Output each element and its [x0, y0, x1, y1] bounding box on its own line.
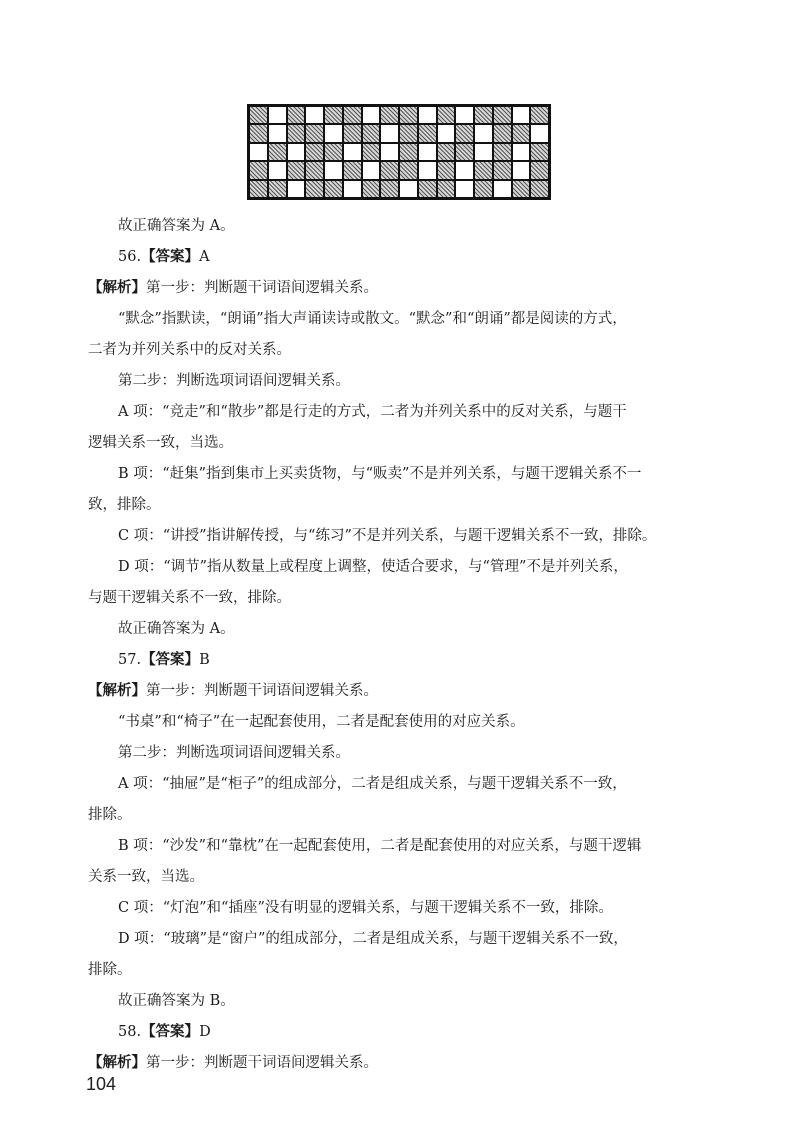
shaded-cell	[494, 162, 511, 178]
shaded-cell	[381, 181, 398, 197]
blank-cell	[381, 125, 398, 141]
text-line: 致，排除。	[88, 497, 161, 513]
shaded-cell	[306, 162, 323, 178]
checkerboard-figure	[247, 104, 551, 200]
text-line: 关系一致，当选。	[88, 869, 204, 885]
text-line: D 项：“玻璃”是“窗户”的组成部分，二者是组成关系，与题干逻辑关系不一致，	[118, 931, 628, 947]
blank-cell	[250, 144, 267, 160]
shaded-cell	[494, 125, 511, 141]
shaded-cell	[438, 181, 455, 197]
analysis-text: 第一步：判断题干词语间逻辑关系。	[146, 1055, 378, 1071]
shaded-cell	[419, 125, 436, 141]
text-line: 故正确答案为 A。	[118, 621, 235, 637]
text-line: A 项：“抽屉”是“柜子”的组成部分，二者是组成关系，与题干逻辑关系不一致，	[118, 776, 627, 792]
blank-cell	[269, 125, 286, 141]
text-line: A 项：“竞走”和“散步”都是行走的方式，二者为并列关系中的反对关系，与题干	[118, 404, 627, 420]
analysis-heading	[88, 1053, 718, 1073]
blank-cell	[513, 107, 530, 123]
analysis-label: 【解析】	[88, 1054, 146, 1071]
shaded-cell	[288, 125, 305, 141]
shaded-cell	[400, 162, 417, 178]
question-number: 58.	[118, 1024, 142, 1040]
shaded-cell	[344, 107, 361, 123]
text-line: 与题干逻辑关系不一致，排除。	[88, 590, 291, 606]
blank-cell	[363, 107, 380, 123]
shaded-cell	[531, 107, 548, 123]
shaded-cell	[400, 107, 417, 123]
answer-label: 【答案】	[141, 248, 200, 265]
answer-value: D	[199, 1024, 211, 1040]
blank-cell	[325, 125, 342, 141]
text-line: “书桌”和“椅子”在一起配套使用，二者是配套使用的对应关系。	[118, 714, 525, 730]
shaded-cell	[306, 144, 323, 160]
shaded-cell	[475, 107, 492, 123]
text-line: “默念”指默读，“朗诵”指大声诵读诗或散文。“默念”和“朗诵”都是阅读的方式，	[118, 311, 627, 327]
shaded-cell	[250, 162, 267, 178]
blank-cell	[419, 144, 436, 160]
blank-cell	[456, 107, 473, 123]
shaded-cell	[325, 144, 342, 160]
blank-cell	[288, 144, 305, 160]
blank-cell	[288, 181, 305, 197]
analysis-label: 【解析】	[88, 682, 146, 699]
text-line: B 项：“沙发”和“靠枕”在一起配套使用，二者是配套使用的对应关系，与题干逻辑	[118, 838, 642, 854]
blank-cell	[531, 125, 548, 141]
shaded-cell	[363, 181, 380, 197]
shaded-cell	[438, 107, 455, 123]
shaded-cell	[363, 144, 380, 160]
shaded-cell	[531, 144, 548, 160]
shaded-cell	[400, 125, 417, 141]
blank-cell	[513, 162, 530, 178]
answer-value: B	[199, 652, 210, 668]
shaded-cell	[381, 162, 398, 178]
analysis-heading	[88, 681, 718, 701]
shaded-cell	[531, 181, 548, 197]
answer-label: 【答案】	[141, 1023, 200, 1040]
blank-cell	[513, 144, 530, 160]
shaded-cell	[513, 181, 530, 197]
shaded-cell	[344, 162, 361, 178]
question-number: 56.	[118, 249, 142, 265]
text-line: 故正确答案为 A。	[118, 218, 235, 234]
blank-cell	[419, 107, 436, 123]
shaded-cell	[494, 144, 511, 160]
blank-cell	[456, 181, 473, 197]
text-line: 故正确答案为 B。	[118, 993, 235, 1009]
shaded-cell	[419, 181, 436, 197]
shaded-cell	[306, 125, 323, 141]
blank-cell	[475, 144, 492, 160]
shaded-cell	[250, 125, 267, 141]
answer-label: 【答案】	[141, 651, 200, 668]
shaded-cell	[400, 144, 417, 160]
answer-line	[118, 247, 748, 267]
shaded-cell	[269, 181, 286, 197]
blank-cell	[494, 181, 511, 197]
answer-line	[118, 1022, 748, 1042]
text-line: D 项：“调节”指从数量上或程度上调整，使适合要求，与“管理”不是并列关系，	[118, 559, 628, 575]
shaded-cell	[513, 125, 530, 141]
text-line: 排除。	[88, 962, 132, 978]
text-line: 第二步：判断选项词语间逻辑关系。	[118, 373, 350, 389]
text-line: 第二步：判断选项词语间逻辑关系。	[118, 745, 350, 761]
text-line: B 项：“赶集”指到集市上买卖货物，与“贩卖”不是并列关系，与题干逻辑关系不一	[118, 466, 642, 482]
answer-value: A	[199, 249, 210, 265]
blank-cell	[456, 162, 473, 178]
blank-cell	[325, 162, 342, 178]
shaded-cell	[456, 144, 473, 160]
analysis-heading	[88, 278, 718, 298]
blank-cell	[419, 162, 436, 178]
blank-cell	[344, 144, 361, 160]
shaded-cell	[381, 107, 398, 123]
text-line: C 项：“灯泡”和“插座”没有明显的逻辑关系，与题干逻辑关系不一致，排除。	[118, 900, 613, 916]
shaded-cell	[288, 162, 305, 178]
text-line: 二者为并列关系中的反对关系。	[88, 342, 291, 358]
shaded-cell	[269, 144, 286, 160]
shaded-cell	[306, 181, 323, 197]
text-line: 排除。	[88, 807, 132, 823]
blank-cell	[306, 107, 323, 123]
shaded-cell	[494, 107, 511, 123]
shaded-cell	[531, 162, 548, 178]
blank-cell	[475, 125, 492, 141]
analysis-text: 第一步：判断题干词语间逻辑关系。	[146, 280, 378, 296]
shaded-cell	[250, 107, 267, 123]
text-line: C 项：“讲授”指讲解传授，与“练习”不是并列关系，与题干逻辑关系不一致，排除。	[118, 528, 657, 544]
blank-cell	[363, 162, 380, 178]
shaded-cell	[344, 125, 361, 141]
page-number: 104	[86, 1074, 117, 1094]
shaded-cell	[325, 181, 342, 197]
answer-line	[118, 650, 748, 670]
shaded-cell	[475, 181, 492, 197]
blank-cell	[269, 107, 286, 123]
analysis-text: 第一步：判断题干词语间逻辑关系。	[146, 683, 378, 699]
analysis-label: 【解析】	[88, 279, 146, 296]
shaded-cell	[325, 107, 342, 123]
shaded-cell	[250, 181, 267, 197]
blank-cell	[381, 144, 398, 160]
question-number: 57.	[118, 652, 142, 668]
blank-cell	[400, 181, 417, 197]
blank-cell	[438, 125, 455, 141]
shaded-cell	[438, 162, 455, 178]
shaded-cell	[288, 107, 305, 123]
text-line: 逻辑关系一致，当选。	[88, 435, 233, 451]
blank-cell	[269, 162, 286, 178]
shaded-cell	[475, 162, 492, 178]
shaded-cell	[456, 125, 473, 141]
shaded-cell	[363, 125, 380, 141]
shaded-cell	[438, 144, 455, 160]
blank-cell	[344, 181, 361, 197]
